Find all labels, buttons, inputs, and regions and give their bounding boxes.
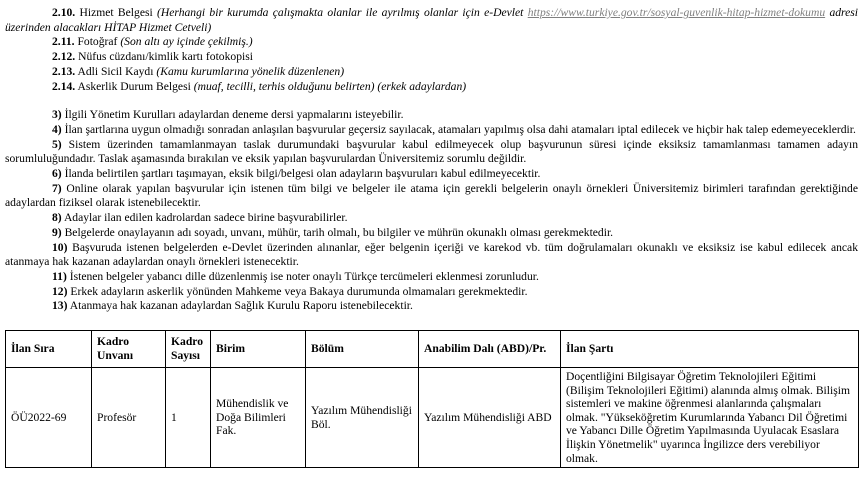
- requirement-label: Adli Sicil Kaydı: [77, 64, 154, 78]
- cell-birim: Mühendislik ve Doğa Bilimleri Fak.: [211, 368, 306, 468]
- note-paragraph-12: [5, 285, 858, 300]
- note-number: 12): [52, 284, 68, 298]
- requirement-note: (Kamu kurumlarına yönelik düzenlenen): [156, 64, 345, 78]
- requirement-number: 2.10.: [52, 6, 76, 19]
- table-header-row: [6, 331, 859, 368]
- paragraph-spacer: [5, 94, 858, 108]
- requirement-number: 2.12.: [52, 50, 76, 64]
- cell-kadro-unvani: Profesör: [92, 368, 166, 468]
- note-number: 8): [52, 211, 62, 225]
- note-paragraph-7: [5, 182, 858, 211]
- requirement-note: (muaf, tecilli, terhis olduğunu belirten) (erkek adaylardan): [193, 79, 467, 93]
- requirement-note-start: (Herhangi bir kurumda çalışmakta olanlar ile ayrılmış olanlar için e-Devlet: [157, 6, 524, 19]
- note-number: 10): [52, 240, 68, 254]
- header-kadro-unvani: Kadro Unvanı: [92, 331, 166, 368]
- note-number: 11): [52, 269, 67, 283]
- note-number: 9): [52, 225, 62, 239]
- cell-ilan-sarti: Doçentliğini Bilgisayar Öğretim Teknolojileri Eğitimi (Bilişim Teknolojileri Eğitimi) alanında almış olmak. Bilişim sistemleri ve makine öğrenmesi alanlarında çalışmaları olmak. "Yükseköğretim Kurumlarında Yabancı Dil Öğretimi ve Yabancı Dille Öğretim Yapılmasında Uyulacak Esaslara İlişkin Yönetmelik" uyarınca İngilizce ders verebiliyor olmak.: [561, 368, 859, 468]
- note-paragraph-5: [5, 138, 858, 167]
- cell-ilan-sira: ÖÜ2022-69: [6, 368, 92, 468]
- requirement-item-2-11: [5, 35, 858, 50]
- cell-anabilim-dali: Yazılım Mühendisliği ABD: [419, 368, 561, 468]
- note-text: Adaylar ilan edilen kadrolardan sadece birine başvurabilirler.: [63, 211, 348, 225]
- requirement-note: (Son altı ay içinde çekilmiş.): [120, 35, 253, 49]
- requirement-number: 2.11.: [52, 35, 75, 49]
- note-text: Online olarak yapılan başvurular için istenen tüm bilgi ve belgeler ile atama için gerekli belgelerin onaylı örnekleri Üniversitemiz birimleri tarafından gerektiğinde adaylardan fiziksel olarak istenebilecektir.: [5, 181, 858, 210]
- note-text: İlanda belirtilen şartları taşımayan, eksik bilgi/belgesi olan adayların başvuruları kabul edilmeyecektir.: [64, 167, 541, 181]
- requirement-label: Nüfus cüzdanı/kimlik kartı fotokopisi: [78, 50, 253, 64]
- note-number: 7): [52, 181, 62, 195]
- note-paragraph-4: [5, 123, 858, 138]
- requirement-item-2-14: [5, 80, 858, 95]
- note-text: Erkek adayların askerlik yönünden Mahkeme veya Bakaya durumunda olmamaları gerekmektedir.: [70, 284, 528, 298]
- requirement-label: Fotoğraf: [77, 35, 118, 49]
- note-text: İlan şartlarına uygun olmadığı sonradan anlaşılan başvurular geçersiz sayılacak, atamaları yapılmış olsa dahi atamaları iptal edilecek ve hiçbir hak talep edemeyeceklerdir.: [64, 122, 856, 136]
- note-text: Sistem üzerinden tamamlanmayan taslak durumundaki başvurular kabul edilmeyecek olup başvurunun süresi içinde eksiksiz tamamlanması tamamen adayın sorumluluğundadır. Taslak aşamasında bırakılan ve eksik yapılan başvurulardan Üniversitemiz sorumlu değildir.: [5, 137, 858, 166]
- requirement-label: Askerlik Durum Belgesi: [77, 79, 191, 93]
- note-number: 5): [52, 137, 62, 151]
- hitap-service-link[interactable]: https://www.turkiye.gov.tr/sosyal-guvenlik-hitap-hizmet-dokumu: [527, 6, 826, 19]
- note-text: İstenen belgeler yabancı dille düzenlenmiş ise noter onaylı Türkçe tercümeleri eklenmesi zorunludur.: [69, 269, 539, 283]
- header-bolum: Bölüm: [306, 331, 419, 368]
- note-text: İlgili Yönetim Kurulları adaylardan deneme dersi yapmalarını isteyebilir.: [64, 108, 404, 122]
- note-paragraph-8: [5, 211, 858, 226]
- note-paragraph-11: [5, 270, 858, 285]
- header-ilan-sarti: İlan Şartı: [561, 331, 859, 368]
- note-paragraph-13: [5, 299, 858, 314]
- requirement-number: 2.14.: [52, 79, 76, 93]
- positions-table: [5, 330, 859, 468]
- requirement-item-2-12: [5, 50, 858, 65]
- note-number: 13): [52, 299, 68, 313]
- note-paragraph-6: [5, 167, 858, 182]
- note-number: 4): [52, 122, 62, 136]
- note-paragraph-9: [5, 226, 858, 241]
- note-text: Belgelerde onaylayanın adı soyadı, unvanı, mühür, tarih olmalı, bu bilgiler ve mührün okunaklı olması gerekmektedir.: [64, 225, 614, 239]
- note-number: 3): [52, 108, 62, 122]
- header-ilan-sira: İlan Sıra: [6, 331, 92, 368]
- note-paragraph-10: [5, 241, 858, 270]
- requirement-label: Hizmet Belgesi: [79, 6, 153, 19]
- cell-kadro-sayisi: 1: [166, 368, 211, 468]
- cell-bolum: Yazılım Mühendisliği Böl.: [306, 368, 419, 468]
- requirement-item-2-10: [5, 6, 858, 35]
- requirement-note-end: adresi üzerinden alacakları HİTAP Hizmet Cetveli): [5, 6, 858, 34]
- header-kadro-sayisi: Kadro Sayısı: [166, 331, 211, 368]
- note-text: Başvuruda istenen belgelerden e-Devlet üzerinden alınanlar, eğer belgenin içeriği ve karekod vb. tüm doğrulamaları okunaklı ve eksiksiz ise kabul edilecek ancak atanmaya hak kazanan adaylardan onaylı örnekleri istenecektir.: [5, 240, 858, 269]
- requirement-number: 2.13.: [52, 64, 76, 78]
- note-paragraph-3: [5, 108, 858, 123]
- table-row: [6, 368, 859, 468]
- note-text: Atanmaya hak kazanan adaylardan Sağlık Kurulu Raporu istenebilecektir.: [69, 299, 413, 313]
- requirement-item-2-13: [5, 65, 858, 80]
- header-anabilim-dali: Anabilim Dalı (ABD)/Pr.: [419, 331, 561, 368]
- note-number: 6): [52, 167, 62, 181]
- header-birim: Birim: [211, 331, 306, 368]
